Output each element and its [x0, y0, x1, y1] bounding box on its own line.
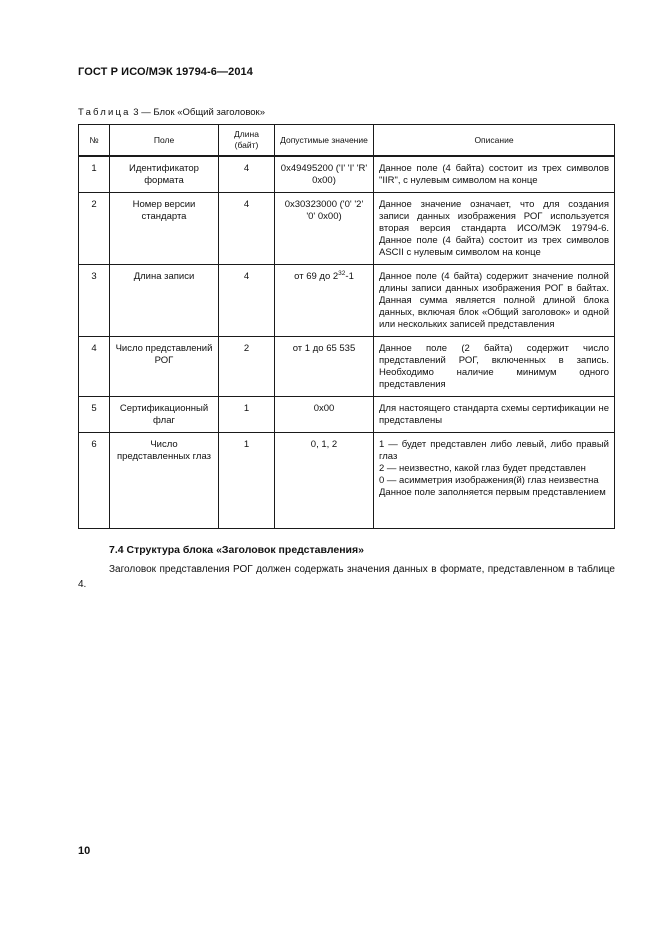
- column-header-length: Длина (байт): [219, 125, 275, 157]
- cell-length: 1: [219, 433, 275, 529]
- cell-field: Сертификационный флаг: [110, 397, 219, 433]
- cell-length: 4: [219, 265, 275, 337]
- value-range-exponent: 32: [338, 269, 346, 277]
- table-caption-title: — Блок «Общий заголовок»: [141, 107, 265, 118]
- cell-description: [374, 156, 615, 193]
- section-paragraph: Заголовок представления РОГ должен содержать значения данных в формате, представленном в таблице 4.: [78, 564, 615, 590]
- cell-number: 6: [79, 433, 110, 529]
- description-line: Данное значение означает, что для создания записи данных изображения РОГ используется вторая версия стандарта ИСО/МЭК 19794-6. Данное поле (4 байта) состоит из трех символов ASCII с нулевым символом на конце: [379, 199, 609, 258]
- table-caption-word: Таблица: [78, 107, 131, 118]
- cell-allowed-value: 0x49495200 ('I' 'I' 'R' 0x00): [275, 156, 374, 193]
- cell-number: 1: [79, 156, 110, 193]
- description-line: Данное поле заполняется первым представлением: [379, 487, 606, 498]
- cell-length: 2: [219, 337, 275, 397]
- cell-number: 4: [79, 337, 110, 397]
- cell-field: Число представлений РОГ: [110, 337, 219, 397]
- cell-number: 2: [79, 193, 110, 265]
- cell-length: 4: [219, 156, 275, 193]
- cell-description: [374, 433, 615, 529]
- table-row: [79, 337, 615, 397]
- table-row: [79, 193, 615, 265]
- cell-allowed-value: 0x30323000 ('0' '2' '0' 0x00): [275, 193, 374, 265]
- value-range-prefix: от 69 до 2: [294, 271, 339, 282]
- table-row: [79, 433, 615, 529]
- cell-description: [374, 397, 615, 433]
- table-row: [79, 265, 615, 337]
- description-line: Данное поле (2 байта) содержит число представлений РОГ, включенных в запись. Необходимо наличие минимум одного представления: [379, 343, 609, 390]
- cell-description: [374, 337, 615, 397]
- value-range-suffix: -1: [345, 271, 354, 282]
- description-line: Данное поле (4 байта) содержит значение полной длины записи данных изображения РОГ в байтах. Данная сумма является полной длиной блока данных, включая блок «Общий заголовок» и одной или нескольких записей представления: [379, 271, 609, 330]
- cell-allowed-value: 0x00: [275, 397, 374, 433]
- table-caption: [78, 107, 265, 118]
- column-header-allowed-value: Допустимые значение: [275, 125, 374, 157]
- description-line: 0 — асимметрия изображения(й) глаз неизвестна: [379, 475, 599, 486]
- column-header-description: Описание: [374, 125, 615, 157]
- table-header-row: [79, 125, 615, 157]
- description-line: 2 — неизвестно, какой глаз будет представлен: [379, 463, 586, 474]
- cell-description: [374, 265, 615, 337]
- cell-number: 3: [79, 265, 110, 337]
- cell-field: Длина записи: [110, 265, 219, 337]
- table-caption-number: 3: [133, 107, 139, 118]
- cell-number: 5: [79, 397, 110, 433]
- description-line: Данное поле (4 байта) состоит из трех символов "IIR", с нулевым символом на конце: [379, 163, 609, 186]
- table-row: [79, 156, 615, 193]
- cell-field: Число представленных глаз: [110, 433, 219, 529]
- cell-allowed-value: 0, 1, 2: [275, 433, 374, 529]
- column-header-field: Поле: [110, 125, 219, 157]
- cell-field: Номер версии стандарта: [110, 193, 219, 265]
- cell-field: Идентификатор формата: [110, 156, 219, 193]
- column-header-number: №: [79, 125, 110, 157]
- cell-allowed-value: [275, 265, 374, 337]
- cell-length: 1: [219, 397, 275, 433]
- general-header-table: [78, 124, 615, 529]
- table-row: [79, 397, 615, 433]
- cell-length: 4: [219, 193, 275, 265]
- document-standard-id: ГОСТ Р ИСО/МЭК 19794-6—2014: [78, 66, 253, 78]
- cell-description: [374, 193, 615, 265]
- description-line: Для настоящего стандарта схемы сертификации не представлены: [379, 403, 609, 426]
- section-heading: 7.4 Структура блока «Заголовок представления»: [109, 544, 364, 556]
- cell-allowed-value: от 1 до 65 535: [275, 337, 374, 397]
- description-line: 1 — будет представлен либо левый, либо правый глаз: [379, 439, 609, 462]
- page-number: 10: [78, 845, 91, 857]
